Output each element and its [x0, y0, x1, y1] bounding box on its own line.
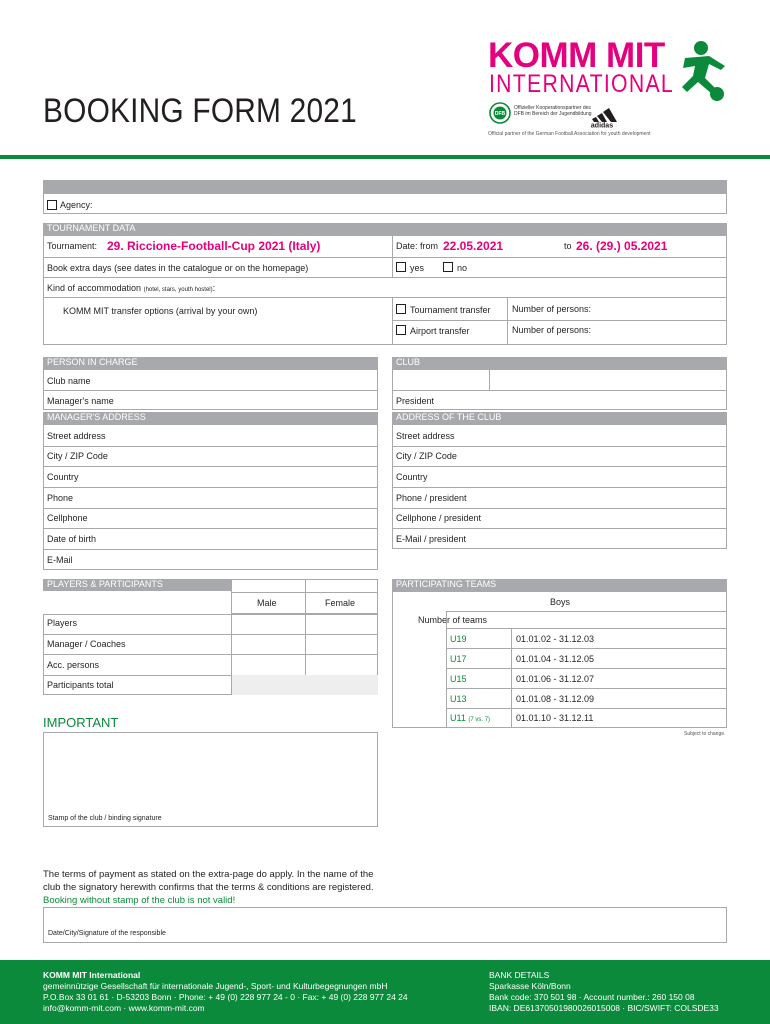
divider — [507, 297, 508, 345]
subject-to-change-note: Subject to change. — [684, 731, 726, 737]
top-gray-bar — [43, 180, 727, 193]
footer-contact: P.O.Box 33 01 61 · D-53203 Bonn · Phone: + 49 (0) 228 977 24 - 0 · Fax: + 49 (0) 228 977 24 24 — [43, 992, 408, 1002]
page-title: BOOKING FORM 2021 — [43, 92, 357, 130]
agency-checkbox[interactable] — [47, 200, 57, 210]
dfb-partner-text: Offizieller Kooperationspartner des DFB im Bereich der Jugendbildung — [514, 105, 592, 117]
players-section-header: PLAYERS & PARTICIPANTS — [43, 579, 231, 591]
coaches-row-label: Manager / Coaches — [47, 639, 126, 649]
transfer-options-label — [63, 306, 257, 316]
divider — [392, 297, 393, 345]
team-range: 01.01.08 - 31.12.09 — [516, 694, 595, 704]
agency-row — [43, 193, 727, 214]
footer-company-info — [43, 970, 408, 1014]
divider — [446, 628, 727, 629]
divider — [305, 579, 306, 614]
number-of-teams-label: Number of teams — [418, 615, 488, 625]
accommodation-label — [47, 283, 215, 293]
divider — [392, 320, 727, 321]
president-label: President — [396, 396, 435, 406]
city-label: City / ZIP Code — [47, 451, 108, 461]
team-range: 01.01.04 - 31.12.05 — [516, 654, 595, 664]
tournament-transfer-checkbox[interactable] — [396, 304, 406, 314]
team-category: U13 — [450, 694, 467, 704]
airport-transfer-checkbox[interactable] — [396, 325, 406, 335]
not-valid-warning: Booking without stamp of the club is not valid! — [43, 895, 236, 906]
email-label: E-Mail — [47, 555, 73, 565]
extra-days-yes-checkbox[interactable] — [396, 262, 406, 272]
divider — [392, 466, 727, 467]
tournament-label: Tournament: — [47, 241, 98, 251]
bank-iban: IBAN: DE61370501980026015008 · BIC/SWIFT: COLSDE33 — [489, 1003, 719, 1013]
divider — [392, 390, 727, 391]
transfer-hint: (arrival by your own) — [175, 306, 258, 316]
divider — [43, 654, 378, 655]
partner-note: Official partner of the German Football Association for youth development — [488, 131, 651, 137]
adidas-wordmark: adidas — [590, 122, 614, 128]
country-label: Country — [47, 472, 79, 482]
divider — [392, 528, 727, 529]
club-section-header: CLUB — [392, 357, 727, 369]
signature-label: Date/City/Signature of the responsible — [48, 930, 166, 937]
tournament-value[interactable]: 29. Riccione-Football-Cup 2021 (Italy) — [107, 239, 321, 253]
divider — [446, 668, 727, 669]
persons-label-1: Number of persons: — [512, 304, 592, 314]
accommodation-colon: : — [212, 283, 216, 293]
agency-label: Agency: — [60, 200, 93, 210]
acc-persons-row-label: Acc. persons — [47, 660, 100, 670]
team-range: 01.01.10 - 31.12.11 — [516, 713, 594, 723]
bank-name: Sparkasse Köln/Bonn — [489, 981, 571, 991]
dob-label: Date of birth — [47, 534, 97, 544]
transfer-title: KOMM MIT transfer options — [63, 306, 174, 316]
divider — [446, 648, 727, 649]
divider — [305, 614, 306, 675]
signature-box[interactable] — [43, 907, 727, 943]
team-category-note: (7 vs. 7) — [468, 717, 491, 723]
street-label: Street address — [47, 431, 106, 441]
svg-text:DFB: DFB — [494, 111, 506, 117]
divider — [43, 634, 378, 635]
club-email-label: E-Mail / president — [396, 534, 467, 544]
important-title: IMPORTANT — [43, 715, 119, 730]
phone-label: Phone — [47, 493, 74, 503]
divider — [446, 688, 727, 689]
extra-days-no-checkbox[interactable] — [443, 262, 453, 272]
team-range: 01.01.06 - 31.12.07 — [516, 674, 595, 684]
extra-days-hint: (see dates in the catalogue or on the homepage) — [114, 263, 309, 273]
divider — [43, 297, 727, 298]
accommodation-hint: (hotel, stars, youth hostel) — [143, 287, 213, 293]
divider — [392, 508, 727, 509]
club-name-label: Club name — [47, 376, 91, 386]
logo-international: INTERNATIONAL — [489, 70, 675, 98]
logo-komm-mit: KOMM MIT — [488, 36, 665, 75]
accommodation-title: Kind of accommodation — [47, 283, 142, 293]
divider — [511, 628, 512, 728]
team-category: U15 — [450, 674, 467, 684]
divider — [392, 487, 727, 488]
team-category: U19 — [450, 634, 467, 644]
footer-bank-info — [489, 970, 719, 1014]
manager-name-label: Manager's name — [47, 396, 114, 406]
divider — [231, 592, 378, 593]
divider — [43, 466, 378, 467]
terms-text: The terms of payment as stated on the extra-page do apply. In the name of the club the signatory herewith confirms that the terms & conditions are registered. — [43, 869, 374, 893]
divider — [43, 549, 378, 550]
club-city-label: City / ZIP Code — [396, 451, 457, 461]
divider — [43, 257, 727, 258]
teams-section-header: PARTICIPATING TEAMS — [392, 579, 727, 591]
header-divider — [0, 155, 770, 159]
divider — [392, 446, 727, 447]
players-row-label: Players — [47, 618, 78, 628]
divider — [43, 277, 727, 278]
club-cellphone-label: Cellphone / president — [396, 513, 482, 523]
manager-address-header: MANAGER'S ADDRESS — [43, 412, 378, 424]
boys-header: Boys — [550, 597, 571, 607]
divider — [489, 369, 490, 390]
stamp-box[interactable] — [43, 732, 378, 827]
extra-days-title: Book extra days — [47, 263, 112, 273]
club-phone-label: Phone / president — [396, 493, 467, 503]
team-category: U17 — [450, 654, 467, 664]
footer — [0, 960, 770, 1024]
cellphone-label: Cellphone — [47, 513, 88, 523]
total-shaded-cell — [232, 675, 378, 695]
divider — [43, 528, 378, 529]
tournament-section-header: TOURNAMENT DATA — [43, 223, 727, 235]
no-label: no — [457, 263, 468, 273]
divider — [43, 446, 378, 447]
yes-label: yes — [410, 263, 425, 273]
bank-title: BANK DETAILS — [489, 970, 550, 980]
participants-total-label: Participants total — [47, 680, 114, 690]
team-category — [450, 713, 490, 723]
divider — [446, 611, 727, 612]
adidas-logo-icon — [585, 102, 619, 128]
divider — [43, 508, 378, 509]
airport-transfer-label: Airport transfer — [410, 326, 470, 336]
divider — [392, 235, 393, 277]
footer-company-name: KOMM MIT International — [43, 970, 141, 980]
club-street-label: Street address — [396, 431, 455, 441]
club-address-header: ADDRESS OF THE CLUB — [392, 412, 727, 424]
bank-code: Bank code: 370 501 98 · Account number.: 260 150 08 — [489, 992, 695, 1002]
tournament-transfer-label: Tournament transfer — [410, 305, 491, 315]
date-to-value[interactable]: 26. (29.) 05.2021 — [576, 239, 668, 253]
dfb-logo-icon — [489, 102, 511, 124]
club-country-label: Country — [396, 472, 428, 482]
extra-days-label — [47, 263, 308, 273]
date-to-label: to — [564, 241, 572, 251]
footer-company-desc: gemeinnützige Gesellschaft für internationale Jugend-, Sport- und Kulturbegegnungen mbH — [43, 981, 388, 991]
person-section-header: PERSON IN CHARGE — [43, 357, 378, 369]
divider — [446, 708, 727, 709]
divider — [43, 390, 378, 391]
team-range: 01.01.02 - 31.12.03 — [516, 634, 595, 644]
date-from-value[interactable]: 22.05.2021 — [443, 239, 504, 253]
divider — [43, 487, 378, 488]
male-header: Male — [257, 598, 277, 608]
stamp-label: Stamp of the club / binding signature — [48, 815, 162, 822]
date-from-label: Date: from — [396, 241, 439, 251]
team-category-code: U11 — [450, 713, 466, 723]
footer-web[interactable]: info@komm-mit.com · www.komm-mit.com — [43, 1003, 205, 1013]
female-header: Female — [325, 598, 356, 608]
persons-label-2: Number of persons: — [512, 325, 592, 335]
football-player-icon — [665, 40, 730, 102]
